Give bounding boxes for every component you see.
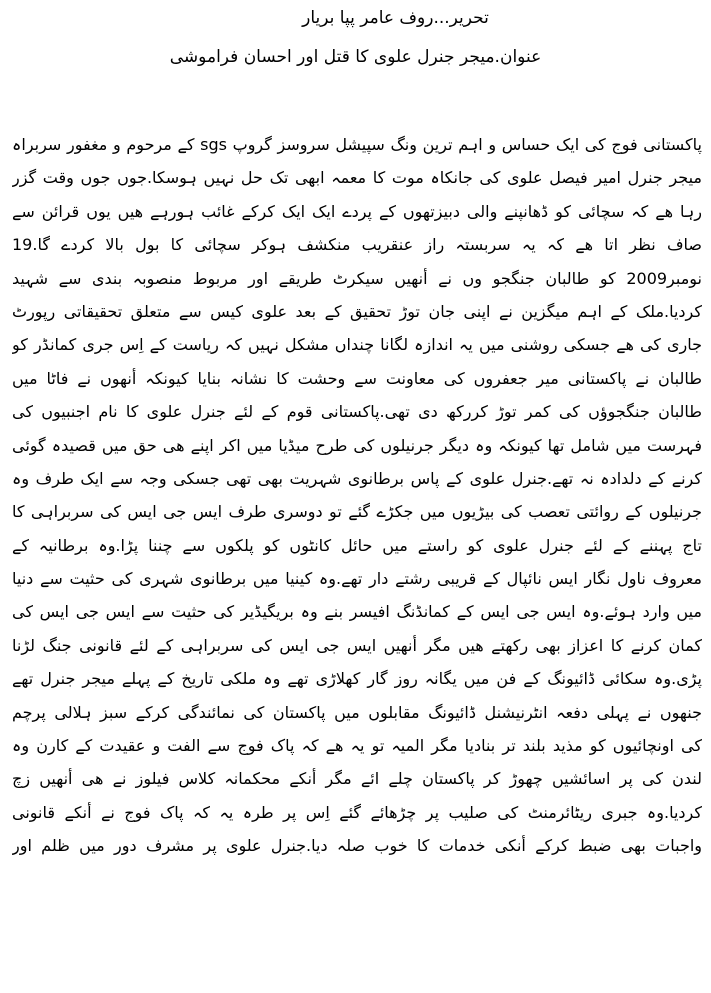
- body-line: کردیا.ملک کے اہم میگزین نے اپنی جان توڑ تحقیق کے بعد علوی کیس سے متعلق تحقیقاتی رپورٹ: [12, 301, 702, 321]
- body-line: نومبر2009 کو طالبان جنگجو وں نے أنھیں سیکرٹ طریقے اور مربوط منصوبہ بندی سے شہید: [12, 268, 702, 288]
- body-line: طالبان نے پاکستانی میر جعفروں کی معاونت سے وحشت کا نشانہ بنایا کیونکہ أنھوں نے فاٹا میں: [12, 368, 702, 388]
- body-line: رہا ھے کہ سچائی کو ڈھانپنے والی دبیزتھوں کے پردے ایک ایک کرکے غائب ہورہے ھیں یوں قرائن سے: [12, 201, 702, 221]
- body-line: صاف نظر اتا ھے کہ یہ سربستہ راز عنقریب منکشف ہوکر سچائی کا بول بالا کردے گا.19: [12, 235, 702, 255]
- body-line: تاج پہننے کے لئے جنرل علوی کو راستے میں حائل کانٹوں کو پلکوں سے چننا پڑا.وہ برطانیہ کے: [12, 535, 702, 555]
- body-line: پاکستانی فوج کی ایک حساس و اہم ترین ونگ سپیشل سروسز گروپ sgs کے مرحوم و مغفور سربراہ: [12, 135, 702, 154]
- body-line: لندن کی پر اسائشیں چھوڑ کر پاکستان چلے ائے مگر أنکے محکمانہ کلاس فیلوز نے ھی أنھیں زچ: [12, 769, 702, 789]
- body-line: معروف ناول نگار ایس نائپال کے قریبی رشتے دار تھے.وہ کینیا میں برطانوی شہری کی حثیت سے دنیا: [12, 569, 702, 589]
- article-body: [12, 128, 702, 863]
- body-line: جرنیلوں کے روائتی تعصب کی بیڑیوں میں جکڑے گئے تو دوسری طرف ایس جی ایس کی سربراہی کا: [12, 502, 702, 522]
- body-line: فہرست میں شامل تھا کیونکہ وہ دیگر جرنیلوں کی طرح میڈیا میں اکر اپنے ھی حق میں قصیدہ گوئی: [12, 435, 702, 455]
- body-line: پڑی.وہ سکائی ڈائیونگ کے فن میں یگانہ روز گار کھلاڑی تھے وہ ملکی تاریخ کے پہلے میجر جنرل تھے: [12, 669, 702, 689]
- body-line: طالبان جنگجوؤں کی کمر توڑ کررکھ دی تھی.پاکستانی قوم کے لئے جنرل علوی کا نام اجنبیوں کی: [12, 402, 702, 422]
- byline: تحریر...روف عامر پپا بریار: [302, 8, 489, 28]
- body-line: واجبات بھی ضبط کرکے أنکی خدمات کا خوب صلہ دیا.جنرل علوی پر مشرف دور میں ظلم اور: [12, 836, 702, 856]
- article-title: عنوان.میجر جنرل علوی کا قتل اور احسان فراموشی: [169, 47, 542, 67]
- body-line: کی اونچائیوں کو مذید بلند تر بنادیا مگر المیہ تو یہ ھے کہ پاک فوج سے الفت و عقیدت کے کارن وہ: [12, 736, 702, 756]
- body-line: کمان کرنے کا اعزاز بھی رکھتے ھیں مگر أنھیں ایس جی ایس کی سربراہی کے لئے قانونی جنگ لڑنا: [12, 635, 702, 655]
- body-line: جنھوں نے پہلی دفعہ انٹرنیشنل ڈائیونگ مقابلوں میں پاکستان کی نمائندگی کرکے سبز ہلالی پرچم: [12, 702, 702, 722]
- body-line: میجر جنرل امیر فیصل علوی کی جانکاہ موت کا معمہ ابھی تک حل نہیں ہوسکا.جوں جوں وقت گزر: [12, 168, 702, 188]
- body-line: کرنے کے دلدادہ نہ تھے.جنرل علوی کے پاس برطانوی شہریت بھی تھی جسکی وجہ سے ایک طرف وہ: [12, 468, 702, 488]
- body-line: کردیا.وہ جبری ریٹائرمنٹ کی صلیب پر چڑھائے گئے اِس پر طرہ یہ کہ پاک فوج نے أنکے قانونی: [12, 802, 702, 822]
- body-line: میں وارد ہوئے.وہ ایس جی ایس کے کمانڈنگ افیسر بنے وہ بریگیڈیر کی حثیت سے ایس جی ایس کی: [12, 602, 702, 622]
- body-line: جاری کی ھے جسکی روشنی میں یہ اندازہ لگانا چنداں مشکل نہیں کہ ریاست کے اِس جری کمانڈر کو: [12, 335, 702, 355]
